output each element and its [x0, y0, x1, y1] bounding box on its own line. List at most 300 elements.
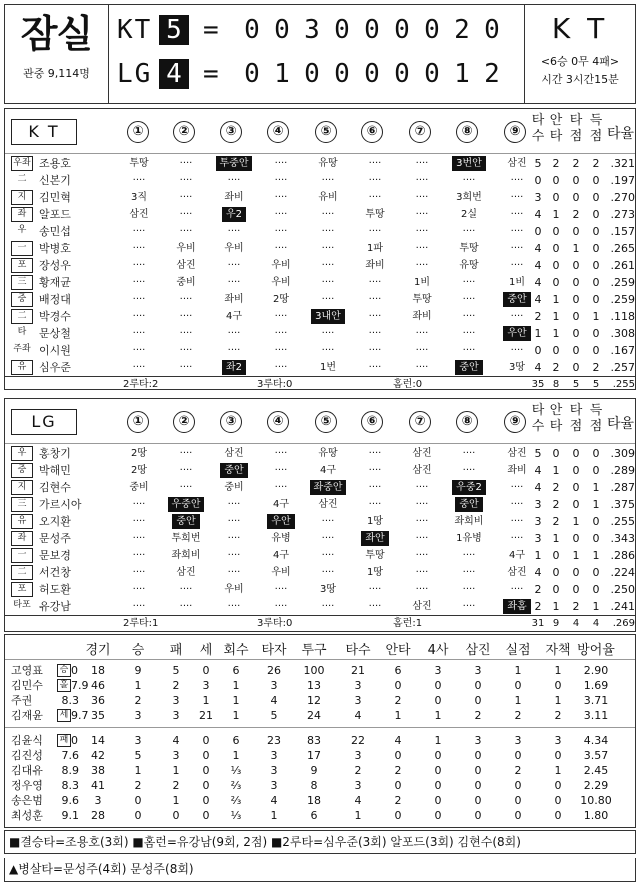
pitcher-stat: 1: [134, 764, 142, 777]
at-bat-text: ····: [415, 158, 429, 169]
pitcher-stat: 0: [434, 809, 442, 822]
total-ab: 31: [531, 618, 545, 629]
at-bat-result: [160, 564, 212, 581]
stat-rbi: 0: [572, 293, 580, 306]
at-bat-text: 유땅: [318, 448, 338, 459]
at-bat-text: 중비: [224, 482, 244, 493]
at-bat-result: [443, 547, 495, 564]
at-bat-text: ····: [368, 175, 382, 186]
batting-average: .224: [610, 566, 635, 579]
stat-header-char: 타: [549, 129, 563, 144]
stat-header-char: 점: [589, 129, 603, 144]
at-bat-result: [160, 359, 212, 376]
at-bat-result: [443, 172, 495, 189]
pitcher-stat: 0: [202, 734, 210, 747]
at-bat-text: ····: [510, 175, 524, 186]
pitcher-name: 정우영: [11, 779, 43, 792]
pitcher-stat: 0: [202, 749, 210, 762]
stat-rbi: 0: [572, 481, 580, 494]
pitcher-row: [5, 733, 635, 748]
position-badge: 주좌: [13, 344, 31, 354]
stat-header-char: 타: [549, 419, 563, 434]
at-bat-result: [113, 291, 165, 308]
at-bat-result: [113, 598, 165, 615]
at-bat-text: ····: [274, 311, 288, 322]
at-bat-text: ····: [132, 260, 146, 271]
pitcher-stat: 1: [554, 764, 562, 777]
at-bat-text: 삼진: [507, 567, 527, 578]
inning-header: ⑥: [361, 121, 383, 143]
at-bat-text: ····: [415, 260, 429, 271]
box-footer: [5, 615, 635, 630]
at-bat-result: [255, 223, 307, 240]
total-h: 8: [552, 379, 560, 390]
at-bat-result: [255, 445, 307, 462]
stat-h: 1: [552, 532, 560, 545]
inning-runs: 0: [274, 15, 290, 45]
at-bat-text: ····: [274, 482, 288, 493]
stat-ab: 4: [534, 566, 542, 579]
stat-r: 0: [592, 583, 600, 596]
inning-header: ④: [267, 121, 289, 143]
inning-runs: 3: [304, 15, 320, 45]
pitching-box: [4, 634, 636, 828]
total-r: 4: [592, 618, 600, 629]
batting-average: .286: [610, 549, 635, 562]
at-bat-result: [443, 445, 495, 462]
pitcher-stat: 4: [354, 709, 362, 722]
at-bat-result: [113, 155, 165, 172]
pitcher-stat: 2.29: [583, 779, 609, 792]
at-bat-text: ····: [415, 209, 429, 220]
stat-rbi: 2: [572, 600, 580, 613]
at-bat-result: [255, 564, 307, 581]
at-bat-text: ····: [368, 601, 382, 612]
pitching-column-header: 4사: [427, 643, 449, 658]
batter-row: [5, 564, 635, 581]
at-bat-text: 삼진: [129, 209, 149, 220]
pitcher-stat: 0: [474, 794, 482, 807]
stat-header-char: 점: [569, 129, 583, 144]
stat-r: 0: [592, 174, 600, 187]
inning-runs: 1: [454, 59, 470, 89]
lg-batting-box: [4, 398, 636, 632]
stat-r: 0: [592, 259, 600, 272]
pitcher-stat: 2.90: [583, 664, 609, 677]
stat-r: 0: [592, 515, 600, 528]
batter-row: [5, 223, 635, 240]
batting-average: .375: [610, 498, 635, 511]
at-bat-result: [302, 513, 354, 530]
box-footer: [5, 376, 635, 391]
at-bat-text: ····: [510, 482, 524, 493]
team-label: K T: [11, 119, 77, 145]
at-bat-result: [255, 189, 307, 206]
batting-average: .273: [610, 208, 635, 221]
at-bat-text: 삼진: [412, 448, 432, 459]
at-bat-result: [160, 479, 212, 496]
at-bat-result: [302, 342, 354, 359]
pitcher-stat: 1: [514, 694, 522, 707]
pitcher-pre-value: 0: [71, 734, 78, 747]
at-bat-result: [443, 308, 495, 325]
stat-r: 0: [592, 566, 600, 579]
at-bat-text: ····: [415, 533, 429, 544]
at-bat-result: [302, 308, 354, 325]
at-bat-text: ····: [227, 533, 241, 544]
pitcher-stat: 0: [554, 794, 562, 807]
stat-ab: 0: [534, 225, 542, 238]
stat-header-char: 타: [531, 113, 545, 128]
inning-runs: 0: [334, 15, 350, 45]
at-bat-text: ····: [132, 328, 146, 339]
at-bat-text: ····: [132, 601, 146, 612]
at-bat-text: 3땅: [508, 362, 526, 373]
stat-header-char: 수: [531, 129, 545, 144]
at-bat-result: [302, 206, 354, 223]
inning-header: ⑤: [315, 411, 337, 433]
at-bat-text: ····: [415, 192, 429, 203]
at-bat-text: ····: [321, 533, 335, 544]
pitcher-stat: 3: [172, 749, 180, 762]
inning-runs: 0: [424, 59, 440, 89]
pitcher-stat: 1: [354, 809, 362, 822]
at-bat-text: ····: [415, 516, 429, 527]
batter-name: 홍창기: [39, 447, 71, 460]
at-bat-result: [396, 189, 448, 206]
at-bat-result: [113, 530, 165, 547]
pitcher-stat: 10.80: [580, 794, 612, 807]
at-bat-text: ····: [274, 243, 288, 254]
stat-ab: 4: [534, 259, 542, 272]
pitcher-stat: 0: [394, 679, 402, 692]
at-bat-result: [349, 462, 401, 479]
at-bat-text: ····: [132, 345, 146, 356]
winner-record: <6승 0무 4패>: [540, 55, 620, 68]
at-bat-result: [208, 496, 260, 513]
pitcher-stat: 6: [394, 664, 402, 677]
at-bat-result: [208, 359, 260, 376]
stat-header: [587, 403, 605, 435]
position-badge: 타포: [13, 600, 31, 610]
at-bat-result: [113, 223, 165, 240]
stat-r: 0: [592, 208, 600, 221]
at-bat-result: [208, 155, 260, 172]
at-bat-result: [160, 325, 212, 342]
winner-team: K T: [551, 12, 609, 45]
batter-row: [5, 479, 635, 496]
at-bat-result: [302, 564, 354, 581]
pitcher-stat: 17: [307, 749, 321, 762]
pitcher-stat: 5: [172, 664, 180, 677]
inning-header: ⑥: [361, 411, 383, 433]
at-bat-result: [113, 513, 165, 530]
pitcher-stat: 2: [514, 764, 522, 777]
header-divider: [5, 153, 635, 154]
pitcher-stat: 3: [270, 749, 278, 762]
stat-header: [567, 113, 585, 145]
at-bat-text: ····: [132, 294, 146, 305]
at-bat-result: [396, 547, 448, 564]
pitching-column-header: 회수: [223, 643, 249, 658]
at-bat-text: ····: [415, 175, 429, 186]
at-bat-text: ····: [321, 209, 335, 220]
batter-name: 송민섭: [39, 225, 71, 238]
at-bat-text: 4구: [319, 465, 337, 476]
batter-name: 문성주: [39, 532, 71, 545]
stat-h: 0: [552, 447, 560, 460]
batter-row: [5, 291, 635, 308]
at-bat-result: [349, 479, 401, 496]
batter-name: 가르시아: [39, 498, 82, 511]
position-badge: 중: [11, 292, 33, 307]
stat-h: 0: [552, 259, 560, 272]
at-bat-text: 좌비: [224, 294, 244, 305]
stat-ab: 3: [534, 532, 542, 545]
pitcher-stat: 6: [232, 664, 240, 677]
kt-batting-box: [4, 108, 636, 390]
position-badge: 타: [17, 327, 27, 337]
at-bat-result: [302, 479, 354, 496]
pitcher-stat: 35: [91, 709, 105, 722]
pitcher-stat: 0: [514, 809, 522, 822]
pitcher-stat: 0: [514, 779, 522, 792]
stat-ab: 4: [534, 293, 542, 306]
at-bat-text: ····: [179, 584, 193, 595]
stat-ab: 3: [534, 515, 542, 528]
pitcher-stat: 83: [307, 734, 321, 747]
stat-r: 0: [592, 293, 600, 306]
at-bat-text: 우2: [222, 207, 246, 222]
at-bat-result: [349, 206, 401, 223]
at-bat-text: ····: [462, 294, 476, 305]
at-bat-text: 3땅: [319, 584, 337, 595]
at-bat-result: [255, 172, 307, 189]
at-bat-text: ····: [510, 584, 524, 595]
batting-average: .250: [610, 583, 635, 596]
at-bat-text: ····: [321, 345, 335, 356]
at-bat-result: [255, 513, 307, 530]
pitcher-stat: 0: [434, 764, 442, 777]
venue-name: 잠실: [20, 12, 93, 56]
at-bat-text: ····: [274, 448, 288, 459]
at-bat-text: 투땅: [365, 209, 385, 220]
at-bat-result: [160, 189, 212, 206]
at-bat-result: [208, 325, 260, 342]
pitcher-stat: 38: [91, 764, 105, 777]
pitching-column-header: 타수: [345, 643, 371, 658]
pitching-column-header: 타자: [261, 643, 287, 658]
at-bat-result: [255, 547, 307, 564]
pitcher-stat: 1.69: [583, 679, 609, 692]
stat-h: 0: [552, 191, 560, 204]
at-bat-text: 유병: [271, 533, 291, 544]
at-bat-text: ····: [321, 516, 335, 527]
at-bat-result: [160, 581, 212, 598]
at-bat-text: 우비: [271, 260, 291, 271]
pitcher-stat: 0: [474, 764, 482, 777]
at-bat-text: ····: [510, 226, 524, 237]
pitcher-stat: ⅔: [230, 794, 242, 807]
at-bat-result: [443, 240, 495, 257]
batter-row: [5, 496, 635, 513]
team-average: .255: [612, 379, 635, 390]
at-bat-text: ····: [227, 328, 241, 339]
pitcher-stat: 0: [134, 809, 142, 822]
pitcher-stat: 0: [202, 764, 210, 777]
batter-name: 배정대: [39, 293, 71, 306]
stat-rbi: 0: [572, 327, 580, 340]
triples-count: 3루타:0: [257, 618, 293, 629]
pitcher-stat: 5: [270, 709, 278, 722]
at-bat-result: [113, 547, 165, 564]
at-bat-text: 1비: [508, 277, 526, 288]
at-bat-result: [443, 496, 495, 513]
stat-rbi: 1: [572, 549, 580, 562]
at-bat-text: 우비: [271, 277, 291, 288]
batter-row: [5, 547, 635, 564]
at-bat-text: ····: [132, 550, 146, 561]
pitcher-stat: 36: [91, 694, 105, 707]
at-bat-text: ····: [179, 448, 193, 459]
pitcher-name: 김재윤: [11, 709, 43, 722]
pitcher-pre-value: 8.9: [61, 764, 79, 777]
at-bat-text: 좌비: [507, 465, 527, 476]
pitcher-pre-value: 7.6: [61, 749, 79, 762]
at-bat-result: [208, 479, 260, 496]
at-bat-result: [443, 325, 495, 342]
at-bat-text: ····: [368, 499, 382, 510]
at-bat-text: ····: [179, 311, 193, 322]
at-bat-text: ····: [368, 482, 382, 493]
stat-ab: 4: [534, 361, 542, 374]
position-badge: 좌: [11, 531, 33, 546]
position-badge: 유: [11, 360, 33, 375]
team-abbr: KT: [117, 15, 153, 45]
at-bat-result: [255, 598, 307, 615]
at-bat-text: ····: [179, 209, 193, 220]
at-bat-result: [349, 445, 401, 462]
stat-rbi: 1: [572, 242, 580, 255]
at-bat-text: ····: [227, 277, 241, 288]
inning-runs: 2: [484, 59, 500, 89]
stat-rbi: 0: [572, 583, 580, 596]
at-bat-result: [396, 359, 448, 376]
pitcher-name: 김민수: [11, 679, 43, 692]
pitcher-name: 최성훈: [11, 809, 43, 822]
equals-sign: =: [203, 15, 219, 45]
at-bat-text: 투땅: [365, 550, 385, 561]
at-bat-text: ····: [368, 192, 382, 203]
pitcher-stat: 2: [554, 709, 562, 722]
at-bat-text: 3희번: [456, 192, 482, 203]
pitcher-stat: 0: [434, 794, 442, 807]
at-bat-text: ····: [510, 533, 524, 544]
at-bat-result: [302, 598, 354, 615]
pitcher-stat: 0: [394, 809, 402, 822]
pitcher-stat: ⅓: [230, 809, 242, 822]
stat-ab: 0: [534, 174, 542, 187]
pitcher-stat: 3: [172, 694, 180, 707]
doubles-count: 2루타:1: [123, 618, 159, 629]
avg-header: 타율: [607, 416, 635, 432]
at-bat-text: ····: [462, 328, 476, 339]
stat-r: 0: [592, 344, 600, 357]
stat-header-char: 타: [569, 113, 583, 128]
pitcher-stat: 14: [91, 734, 105, 747]
team-average: .269: [612, 618, 635, 629]
pitcher-stat: 0: [434, 694, 442, 707]
position-badge: 三: [11, 497, 33, 512]
pitcher-stat: 0: [514, 749, 522, 762]
pitcher-stat: 3: [514, 734, 522, 747]
stat-ab: 1: [534, 549, 542, 562]
at-bat-result: [396, 445, 448, 462]
stat-r: 2: [592, 157, 600, 170]
at-bat-text: 좌비: [412, 311, 432, 322]
at-bat-result: [160, 291, 212, 308]
pitcher-stat: 2: [172, 679, 180, 692]
pitcher-stat: 1: [514, 664, 522, 677]
batting-average: .259: [610, 293, 635, 306]
batter-row: [5, 445, 635, 462]
stat-rbi: 0: [572, 447, 580, 460]
stat-ab: 2: [534, 583, 542, 596]
batter-name: 김현수: [39, 481, 71, 494]
at-bat-text: ····: [510, 192, 524, 203]
stat-ab: 0: [534, 344, 542, 357]
pitcher-stat: 3: [270, 764, 278, 777]
batter-name: 문보경: [39, 549, 71, 562]
inning-runs: 0: [484, 15, 500, 45]
at-bat-result: [160, 206, 212, 223]
batter-row: [5, 325, 635, 342]
pitcher-stat: 4: [270, 694, 278, 707]
pitcher-pre-value: 9.1: [61, 809, 79, 822]
inning-runs: 0: [244, 15, 260, 45]
at-bat-text: 4구: [508, 550, 526, 561]
at-bat-text: ····: [132, 226, 146, 237]
pitching-column-header: 삼진: [465, 643, 491, 658]
stat-header-char: 수: [531, 419, 545, 434]
batter-name: 유강남: [39, 600, 71, 613]
at-bat-result: [349, 223, 401, 240]
pitcher-name: 김진성: [11, 749, 43, 762]
batting-average: .261: [610, 259, 635, 272]
inning-header: ⑧: [456, 121, 478, 143]
at-bat-text: ····: [179, 328, 193, 339]
stat-rbi: 1: [572, 515, 580, 528]
at-bat-result: [255, 308, 307, 325]
at-bat-result: [349, 291, 401, 308]
at-bat-result: [208, 206, 260, 223]
at-bat-text: 삼진: [224, 448, 244, 459]
at-bat-result: [349, 564, 401, 581]
at-bat-text: ····: [462, 448, 476, 459]
game-time: 시간 3시간15분: [541, 73, 619, 86]
pitcher-stat: 9: [310, 764, 318, 777]
inning-header: ②: [173, 411, 195, 433]
at-bat-text: ····: [415, 584, 429, 595]
at-bat-text: ····: [321, 328, 335, 339]
at-bat-result: [160, 598, 212, 615]
at-bat-text: 중비: [176, 277, 196, 288]
at-bat-text: ····: [415, 482, 429, 493]
at-bat-result: [443, 359, 495, 376]
at-bat-text: ····: [462, 345, 476, 356]
batter-name: 박경수: [39, 310, 71, 323]
at-bat-result: [113, 564, 165, 581]
